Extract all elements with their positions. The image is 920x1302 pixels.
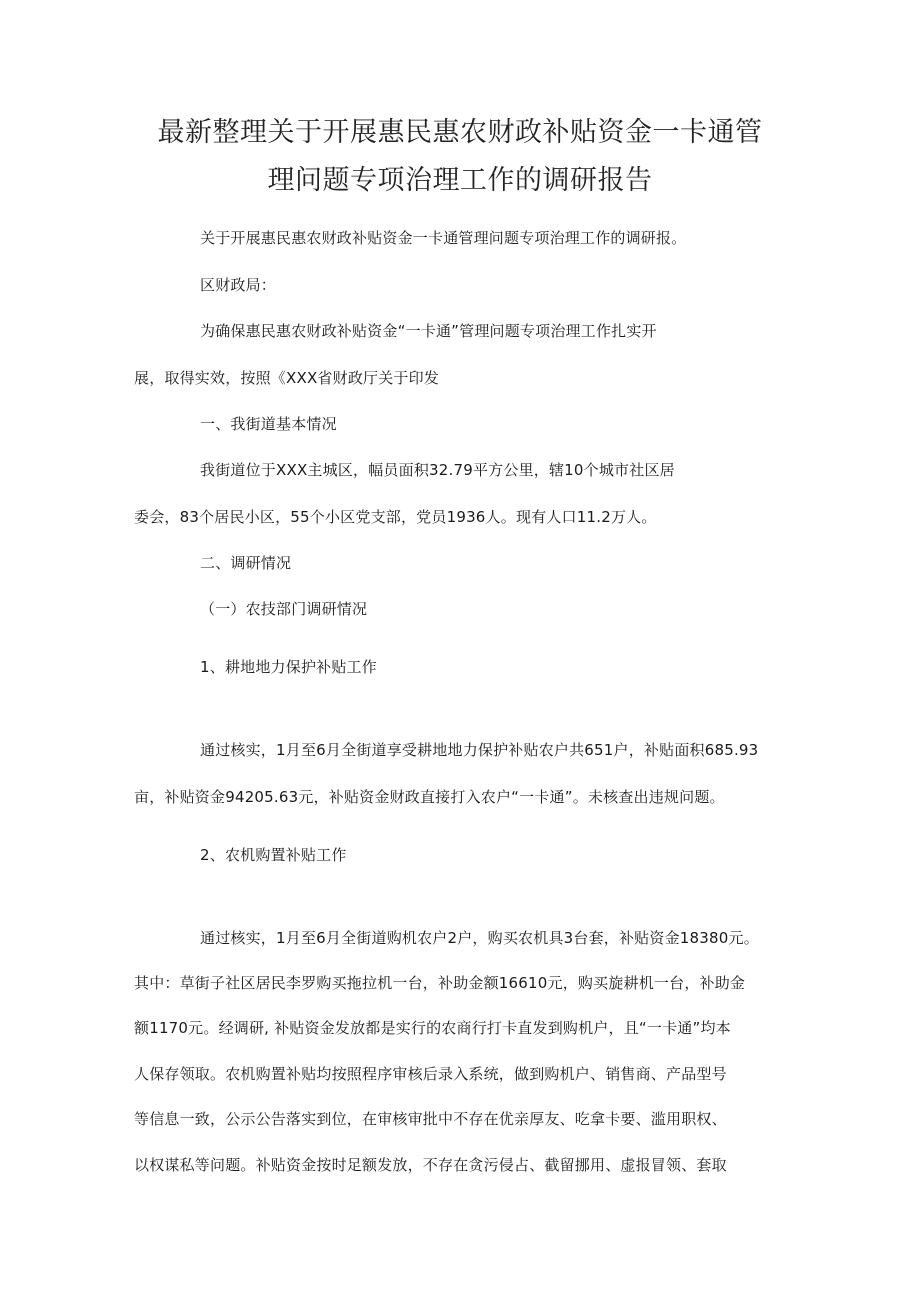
paragraph-line: 亩，补贴资金94205.63元，补贴资金财政直接打入农户“一卡通”。未核查出违规问题。 — [134, 788, 725, 806]
item-heading: 2、农机购置补贴工作 — [200, 846, 347, 864]
paragraph-line: 额1170元。经调研, 补贴资金发放都是实行的农商行打卡直发到购机户，且“一卡通”均本 — [134, 1019, 731, 1037]
subsection-heading: （一）农技部门调研情况 — [200, 600, 368, 618]
paragraph-line: 我街道位于XXX主城区，幅员面积32.79平方公里，辖10个城市社区居 — [200, 461, 675, 479]
paragraph-line: 通过核实，1月至6月全街道购机农户2户，购买农机具3台套，补贴资金18380元。 — [200, 929, 759, 947]
document-title-line-1: 最新整理关于开展惠民惠农财政补贴资金一卡通管 — [157, 117, 763, 148]
paragraph-line: 人保存领取。农机购置补贴均按照程序审核后录入系统，做到购机户、销售商、产品型号 — [134, 1065, 727, 1083]
section-heading: 二、调研情况 — [200, 554, 292, 572]
paragraph-line: 等信息一致，公示公告落实到位，在审核审批中不存在优亲厚友、吃拿卡要、滥用职权、 — [134, 1110, 727, 1128]
paragraph-line: 其中：草街子社区居民李罗购买拖拉机一台，补助金额16610元，购买旋耕机一台，补助金 — [134, 974, 746, 992]
addressee: 区财政局： — [200, 276, 277, 294]
paragraph-line: 通过核实，1月至6月全街道享受耕地地力保护补贴农户共651户，补贴面积685.93 — [200, 741, 759, 759]
paragraph-line: 为确保惠民惠农财政补贴资金“一卡通”管理问题专项治理工作扎实开 — [200, 322, 657, 340]
paragraph-line: 以权谋私等问题。补贴资金按时足额发放，不存在贪污侵占、截留挪用、虚报冒领、套取 — [134, 1156, 727, 1174]
document-title-line-2: 理问题专项治理工作的调研报告 — [267, 165, 653, 196]
intro-line: 关于开展惠民惠农财政补贴资金一卡通管理问题专项治理工作的调研报。 — [200, 229, 687, 247]
item-heading: 1、耕地地力保护补贴工作 — [200, 658, 377, 676]
section-heading: 一、我街道基本情况 — [200, 415, 337, 433]
paragraph-line: 展，取得实效，按照《XXX省财政厅关于印发 — [134, 369, 440, 387]
paragraph-line: 委会，83个居民小区，55个小区党支部，党员1936人。现有人口11.2万人。 — [134, 508, 657, 526]
